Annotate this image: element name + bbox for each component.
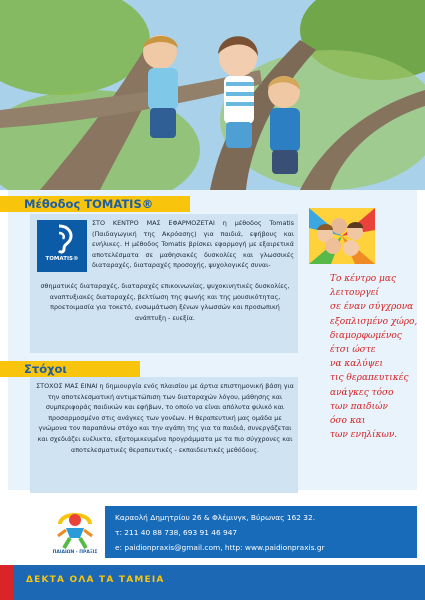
script-line: έτσι ώστε [330,345,376,356]
kids-illustration [309,208,375,264]
script-line: εξοπλισμένο χώρο, [330,316,418,327]
script-line: σε έναν σύγχρονα [330,302,414,313]
figure-logo-icon [52,508,98,550]
goals-header: Στόχοι [0,361,140,377]
script-line: τις θεραπευτικές [330,373,409,384]
script-quote [330,272,425,442]
contact-phones: τ: 211 40 88 738, 693 91 46 947 [115,528,238,537]
brand-logo-text: ΠΑΙΔΙΩΝ - ΠΡΑΞΙΣ [52,550,98,555]
tomatis-header: Μέθοδος TOMATIS® [0,196,190,212]
script-line: λειτουργεί [330,288,379,299]
tomatis-text-continued: σθηματικές διαταραχές, διαταραχές επικοινωνίας, ψυχοκινητικές δυσκολίες, αναπτυξιακές διαταραχές, βελτίωση της φωνής και της μουσικότητας, προετοιμασία για τοκετό, ενσωμάτωση ξένων γλωσσών και προσωπική ανάπτυξη - ευεξία. [40,282,290,322]
script-line: να καλύψει [330,359,383,370]
script-line: Το κέντρο μας [330,274,397,284]
footer-red-accent [0,565,13,600]
footer-text: ΔΕΚΤΑ ΟΛΑ ΤΑ ΤΑΜΕΙΑ [26,575,165,585]
script-line: διαμορφωμένος [330,330,402,341]
ear-icon [37,220,87,256]
tomatis-text-intro: ΣΤΟ ΚΕΝΤΡΟ ΜΑΣ ΕΦΑΡΜΟΖΕΤΑΙ η μέθοδος Tomatis (Παιδαγωγική της Ακρόασης) για παιδιά, εφήβους και ενήλικες. Η μέθοδος Tomatis βρίσκει εφαρμογή με εξαιρετικά αποτελέσματα σε μαθησιακές δυσκολίες και γλωσσικές διαταραχές, διαταραχές προσοχής, ψυχολογικές συναι- [92,219,294,270]
contact-address: Καραολή Δημητρίου 26 & Φλέμινγκ, Βύρωνας 162 32. [115,513,316,522]
script-line: ανάγκες τόσο [330,387,394,398]
goals-text: ΣΤΟΧΟΣ ΜΑΣ ΕΙΝΑΙ η δημιουργία ενός πλαισίου με άρτια επιστημονική βάση για την αποτελεσματική αντιμετώπιση των διαταραχών λόγου, μάθησης και συμπεριφοράς παιδικών και εφήβων, το οποίο να είναι απόλυτα φιλικό και προσαρμοσμένο στις ανάγκες των γονέων. Η θεραπευτική μας ομάδα με γνώμονα τον παραπάνω στόχο και την αγάπη της για τα παιδιά, συνεργάζεται και σχεδιάζει ευέλικτα, εξατομικευμένα προγράμματα με τα πιο σύγχρονες και αποτελεσματικές θεραπευτικές - εκπαιδευτικές μεθόδους. [36,382,294,454]
script-line: των ενηλίκων. [330,430,398,441]
footer-bar [0,565,425,600]
script-line: των παιδιών [330,401,388,412]
hero-photo-children-in-tree [0,0,425,190]
contact-email-website[interactable]: e: paidionpraxis@gmail.com, http: www.paidionpraxis.gr [115,543,325,552]
script-line: όσο και [330,416,366,427]
children-group-photo [309,208,375,264]
hero-illustration [0,0,425,190]
tomatis-logo-label: TOMATIS® [45,256,79,262]
tomatis-logo [37,220,87,272]
